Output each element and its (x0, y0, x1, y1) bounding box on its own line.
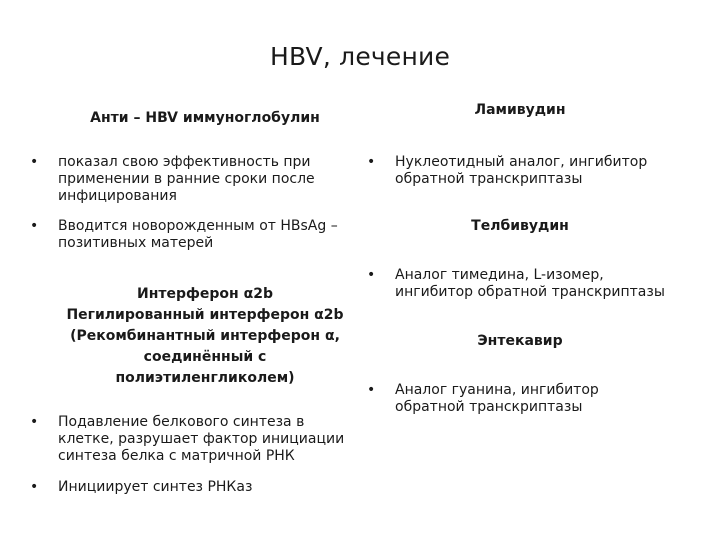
left-bullet-3 (30, 414, 353, 465)
bullet-icon: • (30, 479, 39, 495)
bullet-icon: • (367, 382, 376, 398)
interferon-line-4: соединённый с (143, 349, 267, 365)
bullet-icon: • (367, 154, 376, 170)
interferon-line-1: Интерферон α2b (137, 286, 273, 302)
left-bullet-2-text: Вводится новорожденным от HBsAg – позитивных матерей (58, 218, 338, 251)
right-bullet-2-text: Аналог тимедина, L-изомер, ингибитор обратной транскриптазы (395, 267, 665, 300)
left-heading: Анти – HBV иммуноглобулин (90, 110, 320, 126)
right-bullet-1 (367, 154, 685, 188)
drug-name-lamivudine: Ламивудин (474, 102, 566, 118)
right-bullet-3-text: Аналог гуанина, ингибитор обратной транскриптазы (395, 382, 599, 415)
left-bullet-4-text: Инициирует синтез РНКаз (58, 479, 253, 495)
left-bullet-3-text: Подавление белкового синтеза в клетке, разрушает фактор инициации синтеза белка с матричной РНК (58, 414, 345, 464)
left-bullet-1 (30, 154, 343, 205)
slide-title: HBV, лечение (269, 42, 451, 71)
bullet-icon: • (367, 267, 376, 283)
interferon-block (40, 284, 370, 389)
left-bullet-4 (30, 479, 348, 496)
bullet-icon: • (30, 218, 39, 234)
bullet-icon: • (30, 414, 39, 430)
interferon-line-5: полиэтиленгликолем) (115, 370, 295, 386)
interferon-line-3: (Рекомбинантный интерферон α, (70, 328, 340, 344)
drug-name-entecavir: Энтекавир (477, 333, 563, 349)
bullet-icon: • (30, 154, 39, 170)
right-bullet-3 (367, 382, 665, 416)
right-bullet-2 (367, 267, 685, 301)
interferon-line-2: Пегилированный интерферон α2b (66, 307, 344, 323)
left-bullet-2 (30, 218, 353, 252)
left-bullet-1-text: показал свою эффективность при применении в ранние сроки после инфицирования (58, 154, 315, 204)
drug-name-telbivudine: Телбивудин (471, 218, 569, 234)
right-bullet-1-text: Нуклеотидный аналог, ингибитор обратной транскриптазы (395, 154, 648, 187)
